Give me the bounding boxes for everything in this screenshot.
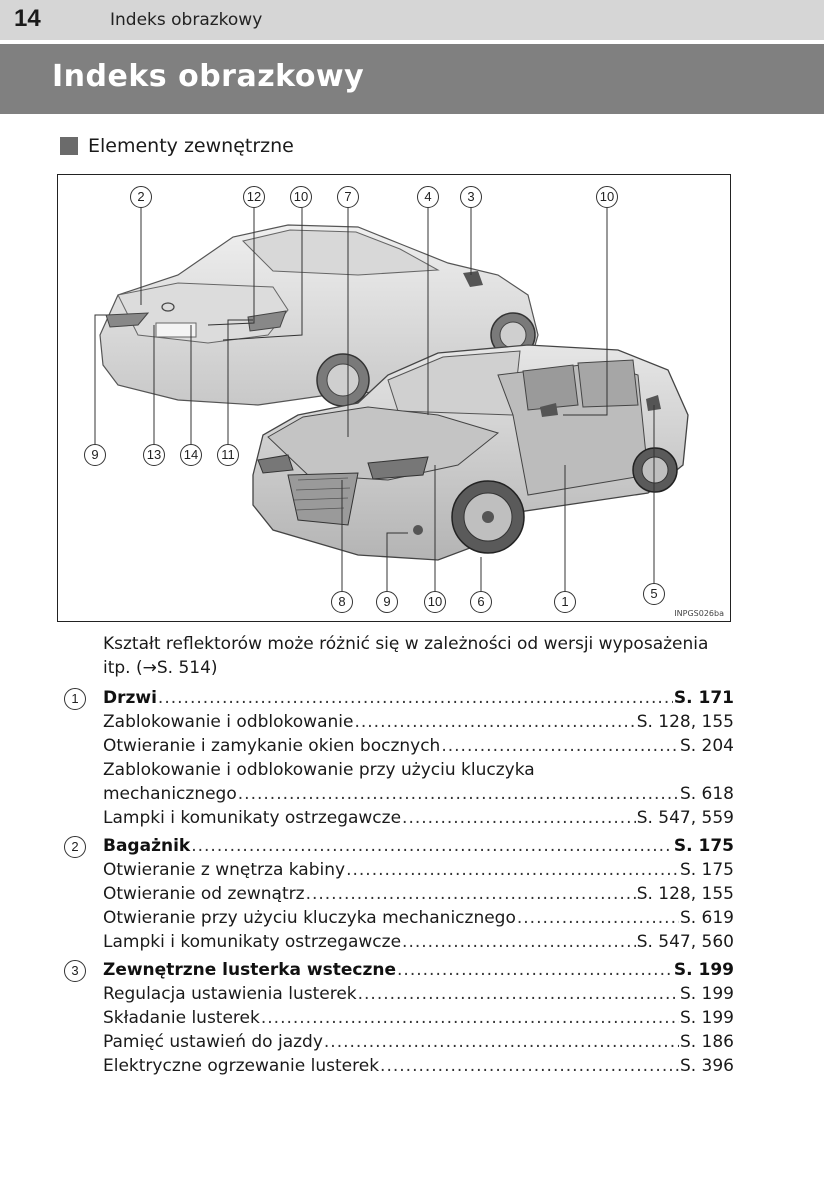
page-ref: S. 175 — [679, 860, 734, 880]
leader-dots — [324, 1030, 679, 1054]
page-ref: S. 199 — [679, 1008, 734, 1028]
page-ref: S. 175 — [673, 836, 734, 856]
leader-dots — [402, 930, 636, 954]
sub-item — [103, 882, 734, 906]
sub-item-label: Składanie lusterek — [103, 1008, 260, 1028]
callout-14: 14 — [180, 444, 202, 466]
callout-5: 5 — [643, 583, 665, 605]
callout-10c: 10 — [424, 591, 446, 613]
callout-4: 4 — [417, 186, 439, 208]
callout-6: 6 — [470, 591, 492, 613]
entry-title: Zewnętrzne lusterka wsteczne — [103, 960, 397, 980]
entry-title: Bagażnik — [103, 836, 191, 856]
callout-11: 11 — [217, 444, 239, 466]
sub-item-label: mechanicznego — [103, 784, 237, 804]
leader-dots — [380, 1054, 679, 1078]
leader-dots — [354, 710, 635, 734]
index-entry — [64, 686, 734, 830]
entry-title-line — [103, 834, 734, 858]
sub-item-label: Otwieranie od zewnątrz — [103, 884, 305, 904]
leader-dots — [358, 982, 679, 1006]
page-ref: S. 171 — [673, 688, 734, 708]
callout-13: 13 — [143, 444, 165, 466]
entry-title: Drzwi — [103, 688, 157, 708]
callout-9b: 9 — [376, 591, 398, 613]
callout-3: 3 — [460, 186, 482, 208]
leader-dots — [191, 834, 673, 858]
title-band — [0, 44, 824, 114]
headlight-note: Kształt reflektorów może różnić się w zależności od wersji wyposażenia itp. (→S. 514) — [103, 634, 709, 678]
sub-item-wrap — [103, 758, 734, 782]
car-illustration — [58, 175, 730, 621]
sub-item-label: Otwieranie i zamykanie okien bocznych — [103, 736, 441, 756]
section-heading — [60, 134, 294, 158]
sub-item — [103, 906, 734, 930]
entry-title-line — [103, 958, 734, 982]
callout-9: 9 — [84, 444, 106, 466]
leader-dots — [397, 958, 673, 982]
sub-item — [103, 930, 734, 954]
page-ref: S. 128, 155 — [636, 712, 734, 732]
leader-dots — [346, 858, 679, 882]
section-square-icon — [60, 137, 78, 155]
car-exterior-figure — [57, 174, 731, 622]
sub-item-label: Otwieranie przy użyciu kluczyka mechanicznego — [103, 908, 516, 928]
sub-item — [103, 710, 734, 734]
sub-item-label: Otwieranie z wnętrza kabiny — [103, 860, 346, 880]
entry-number: 2 — [64, 836, 86, 858]
entry-number: 1 — [64, 688, 86, 710]
sub-item-label: Regulacja ustawienia lusterek — [103, 984, 357, 1004]
leader-dots — [158, 686, 673, 710]
callout-1: 1 — [554, 591, 576, 613]
callout-10: 10 — [290, 186, 312, 208]
page-ref: S. 547, 559 — [636, 808, 734, 828]
leader-dots — [238, 782, 679, 806]
sub-item — [103, 1006, 734, 1030]
sub-item-label: Pamięć ustawień do jazdy — [103, 1032, 323, 1052]
index-entry — [64, 958, 734, 1078]
page-ref: S. 547, 560 — [636, 932, 734, 952]
entry-title-line — [103, 686, 734, 710]
page-number: 14 — [14, 5, 41, 32]
section-title: Elementy zewnętrzne — [88, 135, 294, 157]
index-entry — [64, 834, 734, 954]
sub-item — [103, 734, 734, 758]
page-ref: S. 199 — [679, 984, 734, 1004]
sub-item-label: Zablokowanie i odblokowanie — [103, 712, 354, 732]
sub-item — [103, 806, 734, 830]
figure-code: INPGS026ba — [674, 609, 724, 618]
sub-item — [103, 858, 734, 882]
callout-7: 7 — [337, 186, 359, 208]
sub-item — [103, 1054, 734, 1078]
callout-8: 8 — [331, 591, 353, 613]
page-ref: S. 186 — [679, 1032, 734, 1052]
sub-item-label: Lampki i komunikaty ostrzegawcze — [103, 932, 402, 952]
callout-12: 12 — [243, 186, 265, 208]
callout-2: 2 — [130, 186, 152, 208]
sub-item-label: Lampki i komunikaty ostrzegawcze — [103, 808, 402, 828]
leader-dots — [306, 882, 636, 906]
leader-dots — [261, 1006, 679, 1030]
sub-item — [103, 782, 734, 806]
entry-number: 3 — [64, 960, 86, 982]
page-ref: S. 128, 155 — [636, 884, 734, 904]
running-title: Indeks obrazkowy — [110, 10, 263, 30]
header-bar — [0, 0, 824, 40]
leader-dots — [441, 734, 679, 758]
sub-item — [103, 982, 734, 1006]
page-ref: S. 396 — [679, 1056, 734, 1076]
leader-dots — [517, 906, 679, 930]
page-ref: S. 618 — [679, 784, 734, 804]
index-entries — [64, 686, 734, 1082]
page-ref: S. 199 — [673, 960, 734, 980]
sub-item-label: Zablokowanie i odblokowanie przy użyciu kluczyka — [103, 760, 535, 780]
page-title: Indeks obrazkowy — [52, 59, 365, 94]
sub-item — [103, 1030, 734, 1054]
page-ref: S. 204 — [679, 736, 734, 756]
leader-dots — [402, 806, 636, 830]
page-ref: S. 619 — [679, 908, 734, 928]
sub-item-label: Elektryczne ogrzewanie lusterek — [103, 1056, 380, 1076]
callout-10b: 10 — [596, 186, 618, 208]
